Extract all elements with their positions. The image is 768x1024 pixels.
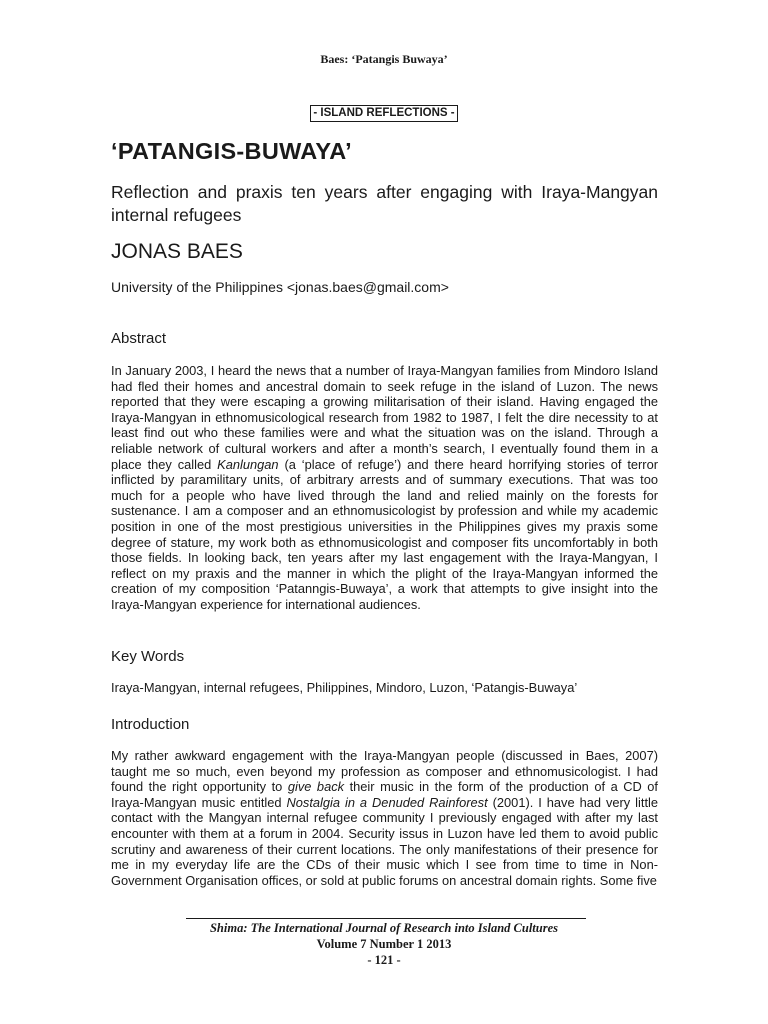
footer-divider xyxy=(186,918,586,919)
keywords-text: Iraya-Mangyan, internal refugees, Philippines, Mindoro, Luzon, ‘Patangis-Buwaya’ xyxy=(111,680,578,695)
abstract-heading: Abstract xyxy=(111,330,167,347)
introduction-paragraph xyxy=(111,748,658,888)
abstract-italic-term: Kanlungan xyxy=(217,456,279,472)
introduction-heading: Introduction xyxy=(111,716,190,733)
article-subtitle: Reflection and praxis ten years after engaging with Iraya-Mangyan internal refugees xyxy=(111,182,658,225)
footer-page-number: - 121 - xyxy=(367,953,401,967)
author-affiliation: University of the Philippines <jonas.baes@gmail.com> xyxy=(111,279,449,295)
intro-text-part-3: (2001). I have had very little contact with the Mangyan internal refugee community I previously engaged with after my last encounter with them at a forum in 2004. Security issus in Luzon have led them to avoid public scrutiny and awareness of their current locations. The only manifestations of their presence for me in my everyday life are the CDs of their music which I see from time to time in Non-Government Organisation offices, or sold at public forums on ancestral domain rights. Some five xyxy=(111,794,659,888)
section-tag-label: - ISLAND REFLECTIONS - xyxy=(310,105,457,122)
intro-text-part-1: My rather awkward engagement with the Iraya-Mangyan people (discussed in Baes, 2007) taught me so much, even beyond my profession as composer and ethnomusicologist. I had found the right opportunity to xyxy=(111,748,658,795)
abstract-text-part-1: In January 2003, I heard the news that a number of Iraya-Mangyan families from Mindoro Island had fled their homes and ancestral domain to seek refuge in the island of Luzon. The news reported that they were escaping a growing militarisation of their island. Having engaged the Iraya-Mangyan in ethnomusicological research from 1982 to 1987, I felt the dire necessity to at least find out who these families were and what the situation was on the island. Through a reliable network of cultural workers and after a month’s search, I eventually found them in a place they called xyxy=(111,363,658,472)
footer-journal-name: Shima: The International Journal of Research into Island Cultures xyxy=(209,921,558,935)
section-tag xyxy=(0,103,768,122)
footer-volume: Volume 7 Number 1 2013 xyxy=(316,937,452,951)
abstract-text-part-2: (a ‘place of refuge’) and there heard horrifying stories of terror inflicted by paramilitary units, of arbitrary arrests and of summary executions. That was too much for a people who have lived through the land and relied mainly on the forests for sustenance. I am a composer and an ethnomusicologist by profession and while my academic position in one of the most prestigious universities in the Philippines gives my praxis some degree of stature, my work both as ethnomusicologist and composer fits uncomfortably in both those fields. In looking back, ten years after my last engagement with the Iraya-Mangyan, I reflect on my praxis and the manner in which the plight of the Iraya-Mangyan informed the creation of my composition ‘Patanngis-Buwaya’, a work that attempts to give insight into the Iraya-Mangyan experience for international audiences. xyxy=(111,456,658,612)
article-title: ‘PATANGIS-BUWAYA’ xyxy=(111,138,353,164)
intro-italic-cd-title: Nostalgia in a Denuded Rainforest xyxy=(286,794,488,810)
keywords-heading: Key Words xyxy=(111,648,185,665)
intro-text-part-2: their music in the form of the production of a CD of Iraya-Mangyan music entitled xyxy=(111,779,659,810)
running-head: Baes: ‘Patangis Buwaya’ xyxy=(320,52,448,66)
intro-italic-give-back: give back xyxy=(287,779,345,795)
author-name: JONAS BAES xyxy=(111,240,243,263)
abstract-paragraph xyxy=(111,363,658,613)
